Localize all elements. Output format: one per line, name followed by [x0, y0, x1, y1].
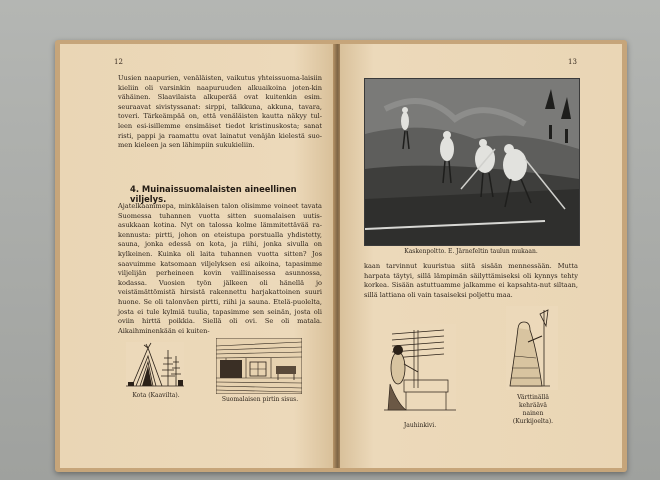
paragraph: kaan tarvinnut kuuristua siitä sisään mennessään. Mutta harpata täytyi, sillä lämpimän säilyttämiseksi oli kynnys tehty korkea. Sisään astuttuamme jalkamme ei kapsahta-nut siltaan, sillä lattiana oli vain tasaiseksi poljettu maa. [364, 262, 578, 299]
photo-caption: Kaskenpoltto. E. Järnefeltin taulun mukaan. [404, 248, 538, 255]
spinning-woman-illustration [506, 306, 558, 390]
paragraph: Uusien naapurien, venäläisten, vaikutus yhteissuoma-laisiin kieliin oli varsinkin naapuruuden alkuaikoina joten-kin vähäinen. Slaavilaista alkuperää ovat kuitenkin esim. seuraavat sivistyssanat: sirppi, talkkuna, akkuna, tavara, toveri. Tärkeämpää on, että venäläisten kautta näkyy tul-leen esi-isillemme ensimäiset tiedot kristinuskosta; sanat risti, pappi ja raamattu ovat lainatut venäjän kielestä suo-men kieleen ja sen lähimpiin sukukieliin. [118, 74, 322, 150]
caption-line: Värttinällä [517, 394, 549, 401]
kota-illustration [126, 342, 184, 388]
figure-caption [498, 394, 568, 426]
page-number: 12 [114, 58, 123, 66]
figure-caption: Kota (Kaavilta). [132, 392, 180, 399]
left-page [60, 44, 335, 468]
section-heading: 4. Muinaissuomalaisten aineellinen viljelys. [130, 184, 297, 204]
right-page [340, 44, 622, 468]
figure-caption: Suomalaisen pirtin sisus. [221, 396, 299, 403]
page-number: 13 [568, 58, 577, 66]
jauhinkivi-illustration [384, 324, 456, 416]
figure-caption: Jauhinkivi. [403, 422, 437, 429]
slash-and-burn-painting [365, 79, 579, 245]
kaskenpoltto-photo [364, 78, 580, 246]
caption-line: (Kurkijoelta). [512, 418, 554, 425]
caption-line: kehräävä [518, 402, 548, 409]
pirtti-interior-illustration [216, 338, 302, 394]
paragraph: Ajatelkaammepa, minkälaisen talon olisimme voineet tavata Suomessa tuhannen vuotta sitten suomalaisen uutis-asukkaan kotina. Nyt on talossa kolme lämmitettävää ra-kennusta: pirtti, johon on eteistupa porstualla yhdistetty, sauna, jonka edessä on kota, ja riihi, jonka sivulla on kylkeinen. Kuinka oli laita tuhannen vuotta sitten? Jos saavuimme katsomaan viljelyksen esi aikoina, tapasimme viljelijän perheineen kovin vaillinaisessa asunnossa, kodassa. Vuosien työn jälkeen oli hänellä jo veistämättömistä hirsistä rakennettu harjakattoinen suuri huone. Se oli talonväen pirtti, riihi ja sauna. Etelä-puolelta, josta ei tule kylmiä tuulia, tapasimme sen seinän, josta oli oviin hirttä poikkia. Siellä oli ovi. Se oli matala. Aikaihminenkään ei kuiten- [118, 202, 322, 335]
caption-line: nainen [522, 410, 544, 417]
